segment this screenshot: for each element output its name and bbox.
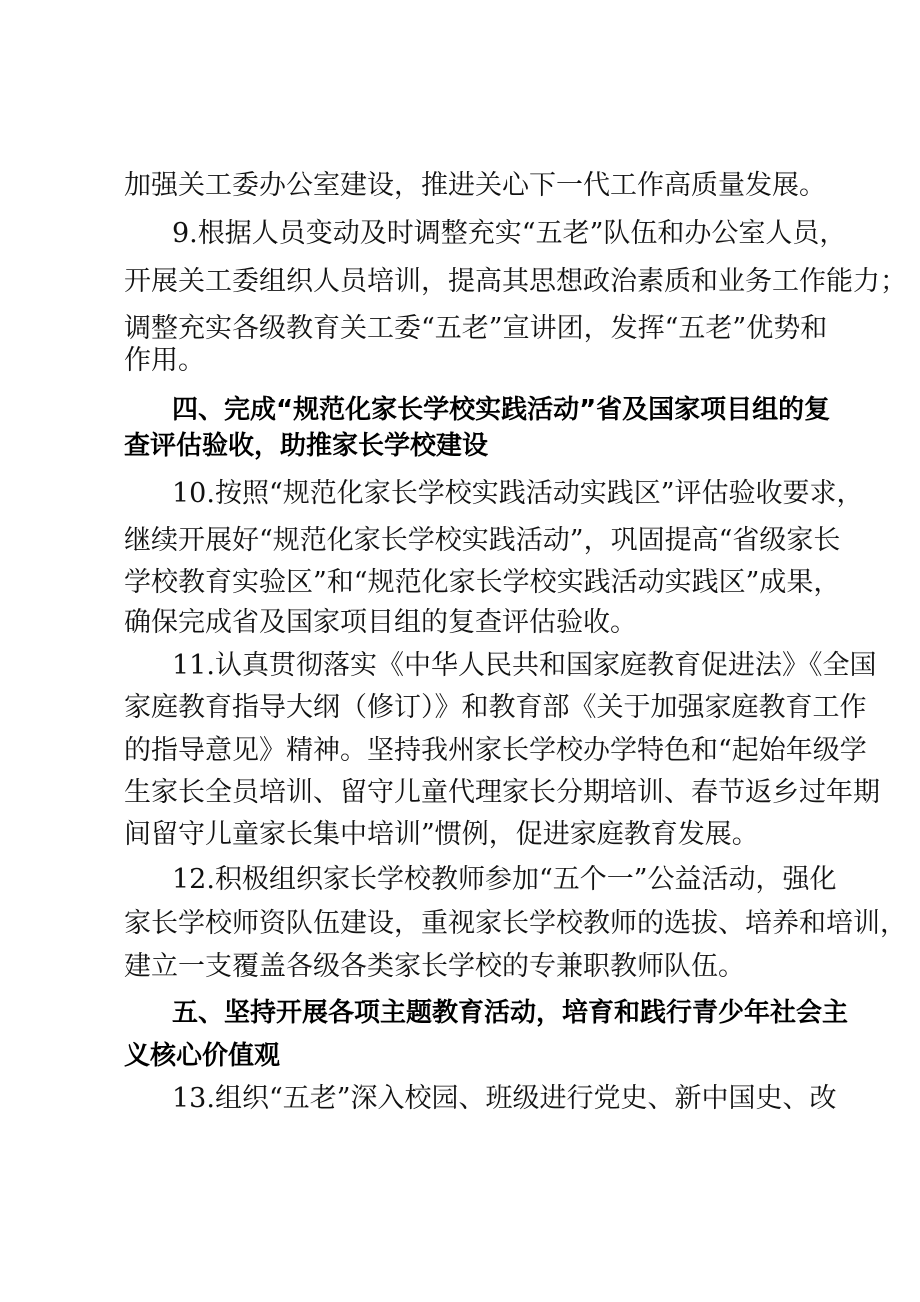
body-text-line: 家长学校师资队伍建设，重视家长学校教师的选拔、培养和培训， [124,908,907,939]
item-10-text: 10.按照“规范化家长学校实践活动实践区”评估验收要求， [172,478,864,509]
section-heading-5-continued: 义核心价值观 [124,1041,281,1071]
body-text-line: 加强关工委办公室建设，推进关心下一代工作高质量发展。 [124,170,826,201]
section-heading-4: 四、完成“规范化家长学校实践活动”省及国家项目组的复 [172,395,831,425]
body-text-line: 生家长全员培训、留守儿童代理家长分期培训、春节返乡过年期 [124,777,880,808]
item-12-text: 12.积极组织家长学校教师参加“五个一”公益活动，强化 [172,864,837,895]
body-text-line: 继续开展好“规范化家长学校实践活动”，巩固提高“省级家长 [124,525,841,556]
body-text-line: 确保完成省及国家项目组的复查评估验收。 [124,607,637,638]
item-13-text: 13.组织“五老”深入校园、班级进行党史、新中国史、改 [172,1083,837,1114]
section-heading-5: 五、坚持开展各项主题教育活动，培育和践行青少年社会主 [172,998,849,1028]
body-text-line: 建立一支覆盖各级各类家长学校的专兼职教师队伍。 [124,951,745,982]
item-11-text: 11.认真贯彻落实《中华人民共和国家庭教育促进法》《全国 [172,650,877,681]
body-text-line: 作用。 [124,345,205,376]
body-text-line: 的指导意见》精神。坚持我州家长学校办学特色和“起始年级学 [124,735,867,766]
body-text-line: 开展关工委组织人员培训，提高其思想政治素质和业务工作能力； [124,266,907,297]
body-text-line: 学校教育实验区”和“规范化家长学校实践活动实践区”成果， [124,567,841,598]
body-text-line: 家庭教育指导大纲（修订）》和教育部《关于加强家庭教育工作 [124,692,867,723]
section-heading-4-continued: 查评估验收，助推家长学校建设 [124,431,489,461]
body-text-line: 调整充实各级教育关工委“五老”宣讲团，发挥“五老”优势和 [124,313,828,344]
item-9-text: 9.根据人员变动及时调整充实“五老”队伍和办公室人员， [172,218,847,249]
body-text-line: 间留守儿童家长集中培训”惯例，促进家庭教育发展。 [124,819,759,850]
